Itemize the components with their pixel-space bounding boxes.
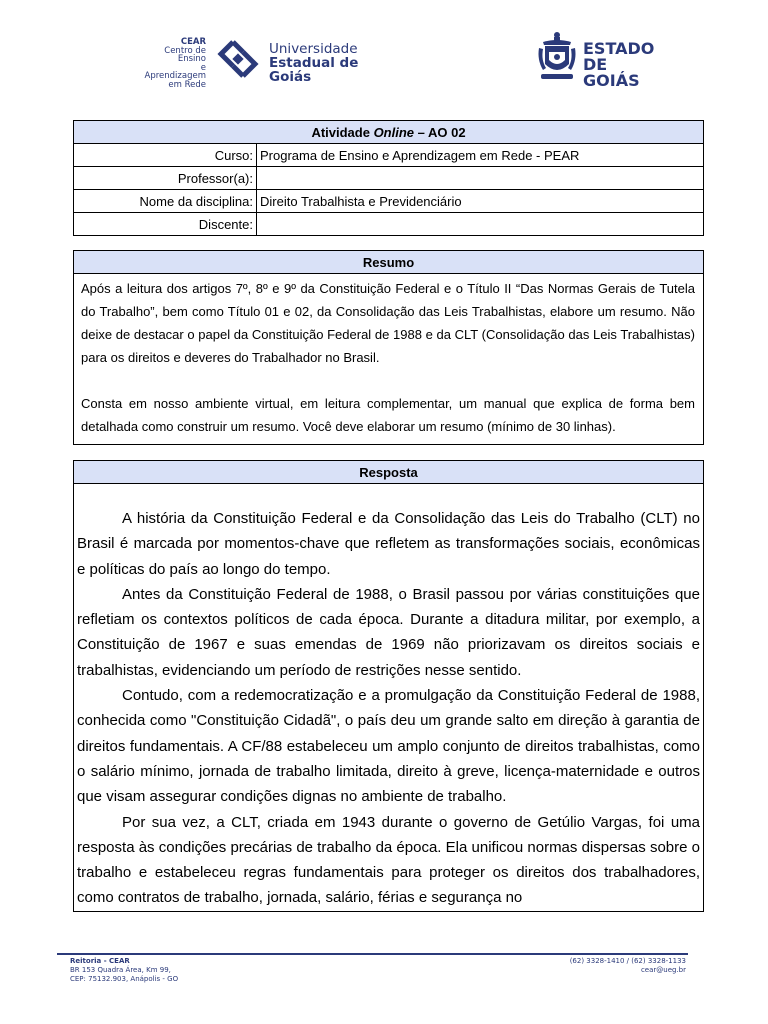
- resposta-paragraph: Antes da Constituição Federal de 1988, o Brasil passou por várias constituições que refletiam os contextos políticos de cada época. Durante a ditadura militar, por exemplo, a Constituição de 1967 e suas emendas de 1969 não priorizavam os direitos sociais e trabalhistas, evidenciando um período de restrições nesse sentido.: [77, 585, 700, 679]
- info-value: [257, 167, 704, 190]
- resumo-title: Resumo: [74, 251, 704, 274]
- resposta-paragraph: Contudo, com a redemocratização e a promulgação da Constituição Federal de 1988, conhecida como "Constituição Cidadã", o país deu um grande salto em direção à garantia de direitos fundamentais. A CF/88 estabeleceu um amplo conjunto de direitos trabalhistas, como o salário mínimo, jornada de trabalho limitada, direito à greve, licença-maternidade e outros que visam assegurar condições dignas no ambiente de trabalho.: [77, 687, 700, 806]
- ueg-emblem-icon: [213, 36, 263, 82]
- cear-line-1: Centro de Ensino: [164, 45, 206, 65]
- footer-phones: (62) 3328-1410 / (62) 3328-1133: [569, 957, 686, 965]
- resposta-table: [73, 460, 704, 912]
- estado-de-goias-logo: [537, 30, 667, 90]
- resumo-body: [74, 274, 704, 445]
- ueg-name-line-2: Estadual de Goiás: [269, 55, 359, 85]
- goias-coat-of-arms-icon: [537, 30, 577, 84]
- activity-title-prefix: Atividade: [311, 124, 374, 140]
- footer-email: cear@ueg.br: [640, 966, 686, 974]
- info-row-curso: [74, 144, 704, 167]
- activity-title-suffix: – AO 02: [414, 124, 466, 140]
- cear-abbr: CEAR: [180, 37, 206, 47]
- info-label: Curso:: [74, 144, 257, 167]
- footer-address-line-1: BR 153 Quadra Área, Km 99,: [70, 966, 171, 974]
- resumo-paragraph: Consta em nosso ambiente virtual, em leitura complementar, um manual que explica de forma bem detalhada como construir um resumo. Você deve elaborar um resumo (mínimo de 30 linhas).: [81, 396, 695, 434]
- activity-title: [74, 121, 704, 144]
- info-row-disciplina: [74, 190, 704, 213]
- activity-title-italic: Online: [373, 124, 415, 140]
- footer-address: [70, 957, 178, 984]
- info-value: [257, 213, 704, 236]
- goias-name-line-2: DE GOIÁS: [583, 55, 640, 90]
- info-row-professor: [74, 167, 704, 190]
- footer-divider: [57, 953, 688, 955]
- ueg-name-line-1: Universidade: [269, 41, 358, 57]
- ueg-name: [269, 42, 385, 84]
- resposta-paragraph: A história da Constituição Federal e da Consolidação das Leis do Trabalho (CLT) no Brasil é marcada por momentos-chave que refletem as transformações sociais, econômicas e políticas do país ao longo do tempo.: [77, 510, 700, 578]
- cear-logo-text: [140, 38, 206, 90]
- activity-info-table: [73, 120, 704, 236]
- info-value: Programa de Ensino e Aprendizagem em Rede - PEAR: [257, 144, 704, 167]
- info-row-discente: [74, 213, 704, 236]
- footer-contact: [570, 957, 686, 975]
- cear-ueg-logo: [140, 36, 385, 90]
- goias-name: [583, 41, 667, 89]
- cear-line-3: em Rede: [168, 79, 206, 90]
- resposta-paragraph: Por sua vez, a CLT, criada em 1943 durante o governo de Getúlio Vargas, foi uma resposta às condições precárias de trabalho da época. Ela unificou normas dispersas sobre o trabalho e estabeleceu regras fundamentais para proteger os direitos dos trabalhadores, como contratos de trabalho, jornada, salário, férias e segurança no: [77, 813, 700, 907]
- info-value: Direito Trabalhista e Previdenciário: [257, 190, 704, 213]
- resposta-body: [74, 484, 704, 912]
- footer-address-line-2: CEP: 75132.903, Anápolis - GO: [70, 975, 179, 983]
- cear-line-2: e Aprendizagem: [144, 62, 206, 82]
- resumo-table: [73, 250, 704, 445]
- footer-title: Reitoria - CEAR: [70, 957, 130, 965]
- info-label: Nome da disciplina:: [74, 190, 257, 213]
- resposta-title: Resposta: [74, 461, 704, 484]
- resumo-paragraph: Após a leitura dos artigos 7º, 8º e 9º da Constituição Federal e o Título II “Das Normas Gerais de Tutela do Trabalho”, bem como Título 01 e 02, da Consolidação das Leis Trabalhistas, elabore um resumo. Não deixe de destacar o papel da Constituição Federal de 1988 e da CLT (Consolidação das Leis Trabalhistas) para os direitos e deveres do Trabalhador no Brasil.: [81, 281, 695, 365]
- goias-name-line-1: ESTADO: [583, 39, 655, 58]
- info-label: Professor(a):: [74, 167, 257, 190]
- info-label: Discente:: [74, 213, 257, 236]
